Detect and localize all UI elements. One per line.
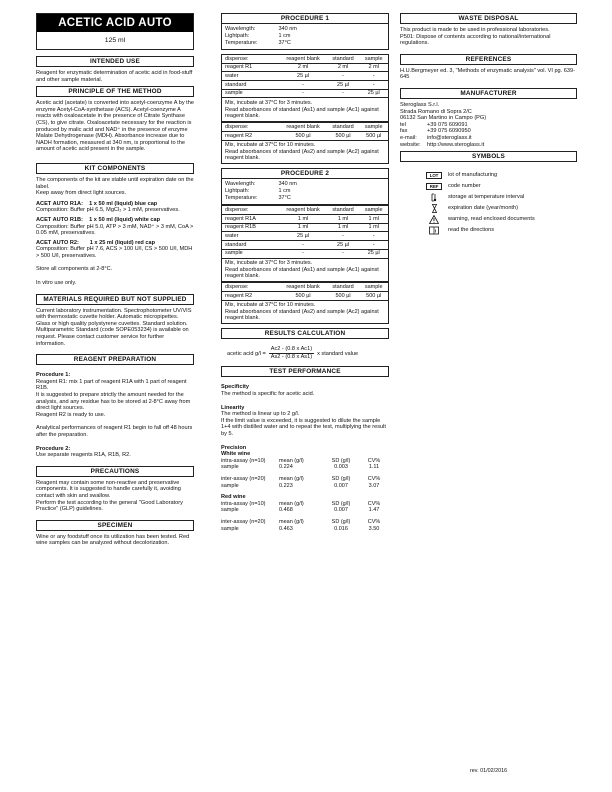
manufacturer-heading: MANUFACTURER xyxy=(400,88,577,99)
table-row: standard - 25 µl - xyxy=(222,81,389,90)
kit-storage: Store all components at 2-8°C. xyxy=(36,266,113,273)
hourglass-icon xyxy=(426,204,442,213)
product-title-box xyxy=(36,13,194,50)
precision-row xyxy=(221,476,389,489)
symbol-row-expiration: expiration date (year/month) xyxy=(426,203,577,214)
kit-heading: KIT COMPONENTS xyxy=(36,163,194,174)
table-row: dispense: reagent blank standard sample xyxy=(222,123,389,132)
table-row: intra-assay (n=10) mean (g/l) SD (g/l) CV% xyxy=(221,500,381,507)
procedure2-params: Wavelength: 340 nm Lightpath: 1 cm Temperature: 37°C xyxy=(221,179,389,205)
kit-r1a: ACET AUTO R1A: 1 x 50 ml (liquid) blue cap Composition: Buffer pH 6.5, MgCl₂ > 1 mM, preservatives. xyxy=(36,200,180,214)
precautions-text-1: Reagent may contain some non-reactive and preservative components. It is suggested to handle carefully it, avoiding contact with skin and swallow. xyxy=(36,479,181,499)
procedure1-heading: PROCEDURE 1 xyxy=(221,13,389,24)
revision-label: rev. 01/02/2016 xyxy=(470,768,508,774)
waste-text-2: P501: Dispose of contents according to national/international regulations. xyxy=(400,33,551,47)
symbols-heading: SYMBOLS xyxy=(400,151,577,162)
table-row: sample 0.468 0.007 1.47 xyxy=(221,507,380,514)
results-heading: RESULTS CALCULATION xyxy=(221,328,389,339)
specimen-heading: SPECIMEN xyxy=(36,520,194,531)
table-row: inter-assay (n=20) mean (g/l) SD (g/l) CV% xyxy=(221,518,381,525)
prep-note: It is suggested to prepare strictly the amount needed for the analysis, and any residue has to be stored at 2-8°C away from direct light sources. xyxy=(36,392,191,412)
kit-r2: ACET AUTO R2: 1 x 25 ml (liquid) red cap Composition: Buffer pH 7.6, ACS > 100 U/l, CS > 500 U/l, MDH > 500 U/l, preservatives. xyxy=(36,239,193,259)
table-row: water 25 µl - - xyxy=(222,232,389,241)
precautions-text-2: Perform the test according to the general "Good Laboratory Practice" (GLP) guidelines. xyxy=(36,499,183,513)
table-row: reagent R1A 1 ml 1 ml 1 ml xyxy=(222,215,389,224)
prep-procedure-1: Procedure 1: Reagent R1: mix 1 part of reagent R1A with 1 part of reagent R1B. xyxy=(36,372,187,392)
principle-heading: PRINCIPLE OF THE METHOD xyxy=(36,86,194,97)
product-title: ACETIC ACID AUTO xyxy=(37,14,193,32)
prep-stability: Analytical performances of reagent R1 begin to fall off 48 hours after the preparation. xyxy=(36,425,193,438)
table-row: dispense: reagent blank standard sample xyxy=(225,55,383,62)
precision-group xyxy=(221,451,389,489)
precision-group xyxy=(221,494,389,532)
table-row: sample 0.463 0.016 3.50 xyxy=(221,525,380,532)
procedure1-params: Wavelength: 340 nm Lightpath: 1 cm Temperature: 37°C xyxy=(221,24,389,50)
procedure2-table xyxy=(221,205,389,258)
symbol-row-ref: REF code number xyxy=(426,181,577,192)
precision-title: Precision xyxy=(221,444,247,451)
manufacturer-address: Steroglass S.r.l. Strada Romano di Sopra 2/C 06132 San Martino in Campo (PG) tel +39 075 609091 fax +39 075 6090950 e-mail: info@steroglass.it website: http://www.steroglass.it xyxy=(400,101,487,148)
ref-icon: REF xyxy=(426,183,442,190)
warning-icon xyxy=(426,215,442,224)
table-row: water 25 µl - - xyxy=(222,72,389,81)
procedure2-note-1: Mix, incubate at 37°C for 3 minutes. Read absorbances of standard (As1) and sample (Ac1) against reagent blank. xyxy=(221,259,389,283)
column-right xyxy=(400,13,577,236)
specimen-text: Wine or any foodstuff once its utilization has been tested. Red wine samples can be analyzed without decolorization. xyxy=(36,533,190,547)
precautions-heading: PRECAUTIONS xyxy=(36,466,194,477)
table-row: sample - - 25 µl xyxy=(222,249,389,258)
precision-group-name: White wine xyxy=(221,451,251,458)
table-row: reagent R1 2 ml 2 ml 2 ml xyxy=(222,63,389,72)
reagent-prep-heading: REAGENT PREPARATION xyxy=(36,354,194,365)
table-row: sample 0.223 0.007 3.07 xyxy=(221,482,380,489)
symbol-row-lot: LOT lot of manufacturing xyxy=(426,170,577,181)
website-link[interactable]: http://www.steroglass.it xyxy=(427,141,485,148)
precision-groups xyxy=(221,451,389,532)
symbol-row-warning: warning, read enclosed documents xyxy=(426,214,577,225)
specificity: Specificity The method is specific for acetic acid. xyxy=(221,384,315,398)
kit-invitro: In vitro use only. xyxy=(36,280,77,287)
table-row: reagent R1B 1 ml 1 ml 1 ml xyxy=(222,223,389,232)
procedure1-note-2: Mix, incubate at 37°C for 10 minutes. Read absorbances of standard (As2) and sample (Ac2) against reagent blank. xyxy=(221,141,389,165)
kit-r1b: ACET AUTO R1B: 1 x 50 ml (liquid) white cap Composition: Buffer pH 5.0, ATP > 3 mM, NAD⁺ > 3 mM, CoA > 0.05 mM, preservatives. xyxy=(36,216,194,237)
references-heading: REFERENCES xyxy=(400,54,577,65)
performance-heading: TEST PERFORMANCE xyxy=(221,366,389,377)
column-middle xyxy=(221,13,389,537)
materials-heading: MATERIALS REQUIRED BUT NOT SUPPLIED xyxy=(36,294,194,305)
product-size: 125 ml xyxy=(104,37,126,44)
temperature-icon xyxy=(426,193,442,202)
table-row: reagent R2 500 µl 500 µl 500 µl xyxy=(222,291,389,300)
precision-row xyxy=(221,519,389,532)
materials-text-1: Current laboratory instrumentation. Spectrophotometer UV/VIS with thermostatic cuvette holder. Automatic micropipettes. Glass or high quality polystyrene cuvettes. Standard solution. xyxy=(36,307,192,327)
waste-text-1: This product is made to be used in professional laboratories. xyxy=(400,27,550,33)
column-left xyxy=(36,13,194,550)
table-row: dispense: reagent blank standard sample xyxy=(222,283,389,292)
symbol-row-directions: i read the directions xyxy=(426,225,577,236)
procedure1-table xyxy=(221,54,389,98)
book-icon xyxy=(426,226,442,235)
procedure2-heading: PROCEDURE 2 xyxy=(221,168,389,179)
principle-text: Acetic acid (acetate) is converted into acetyl-coenzyme A by the enzyme Acetyl-CoA-synthetase (ACS). Acetyl-coenzyme A reacts with oxaloacetate in the presence of Citrate Synthase (CS), to give citrate. Oxaloacetate necessary for the reaction is produced by malic acid and NAD⁺ in the presence of enzyme Malate Dehydrogenase (MDH). Absorbance increase due to NADH formation, measured at 340 nm, is proportional to the amount of acetic acid present in the sample. xyxy=(36,100,194,153)
procedure2-note-2: Mix, incubate at 37°C for 10 minutes. Read absorbances of standard (As2) and sample (Ac2) against reagent blank. xyxy=(221,301,389,325)
manufacturer-contacts: tel +39 075 609091 fax +39 075 6090950 e-mail: info@steroglass.it website: http://www.steroglass.it xyxy=(400,121,485,148)
formula-fraction: $\frac{\text{Ac2 - (0.8 x Ac1)}}{\text{As2 - (0.8 x As1)}}$ xyxy=(270,346,313,361)
intended-use-heading: INTENDED USE xyxy=(36,56,194,67)
table-row: sample 0.224 0.003 1.11 xyxy=(221,464,380,471)
procedure1-table-2 xyxy=(221,122,389,140)
svg-text:i: i xyxy=(435,228,437,234)
precision-group-name: Red wine xyxy=(221,494,246,501)
kit-intro: The components of the kit are stable until expiration date on the label. Keep away from direct light sources. xyxy=(36,176,194,197)
prep-procedure-2: Procedure 2: Use separate reagents R1A, R1B, R2. xyxy=(36,445,131,459)
procedure1-note-1: Mix, incubate at 37°C for 3 minutes. Read absorbances of standard (As1) and sample (Ac1) against reagent blank. xyxy=(221,98,389,122)
symbol-row-temperature: storage at temperature interval xyxy=(426,192,577,203)
references-text: H.U.Bergmeyer ed. 3, "Methods of enzymatic analysis" vol. VI pg. 639-645 xyxy=(400,67,575,81)
precision-row xyxy=(221,458,389,471)
precision-row xyxy=(221,501,389,514)
table-row: inter-assay (n=20) mean (g/l) SD (g/l) CV% xyxy=(221,475,381,482)
lot-icon: LOT xyxy=(426,172,442,179)
prep-ready: Reagent R2 is ready to use. xyxy=(36,411,106,418)
results-formula: acetic acid g/l = $\frac{\text{Ac2 - (0.8 x Ac1)}}{\text{As2 - (0.8 x As1)}}$ x standard value xyxy=(227,346,359,361)
table-row: intra-assay (n=10) mean (g/l) SD (g/l) CV% xyxy=(221,457,381,464)
table-row: dispense: reagent blank standard sample xyxy=(222,206,389,215)
intended-use-text: Reagent for enzymatic determination of acetic acid in food-stuff and other sample material. xyxy=(36,70,193,83)
table-row: sample - - 25 µl xyxy=(222,89,389,98)
table-row: standard - 25 µl - xyxy=(222,241,389,250)
linearity: Linearity The method is linear up to 2 g/l. If the limit value is exceeded, it is suggested to dilute the sample 1+4 with distilled water and to repeat the test, multiplying the result by 5. xyxy=(221,404,386,437)
table-row: reagent R2 500 µl 500 µl 500 µl xyxy=(222,131,389,140)
procedure2-table-2 xyxy=(221,282,389,300)
waste-heading: WASTE DISPOSAL xyxy=(400,13,577,24)
materials-text-2: Multiparametric Standard (code SOPE053234) is available on request. Please contact customer service for further information. xyxy=(36,327,189,347)
